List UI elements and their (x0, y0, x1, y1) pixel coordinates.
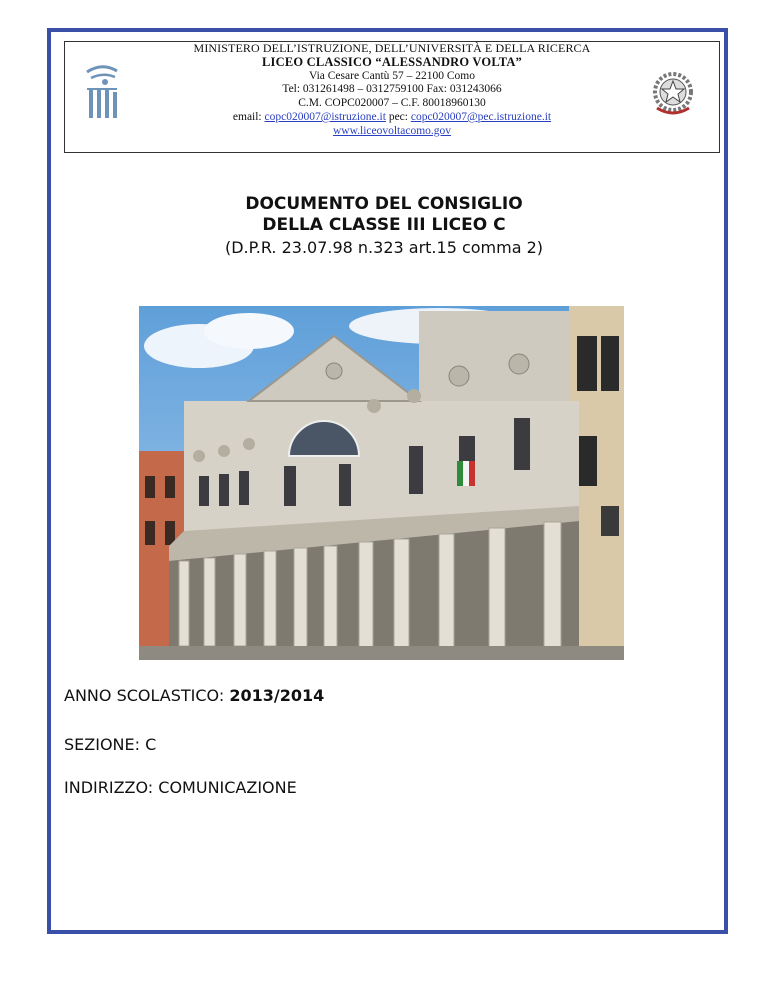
school-emails (65, 111, 719, 125)
indirizzo-row (64, 778, 297, 797)
document-title-block (0, 194, 768, 259)
indirizzo-label: INDIRIZZO: (64, 778, 154, 797)
school-name: LICEO CLASSICO “ALESSANDRO VOLTA” (261, 54, 522, 69)
sezione-row (64, 735, 156, 754)
school-phones: Tel: 031261498 – 0312759100 Fax: 031243066 (282, 83, 502, 96)
indirizzo-value: COMUNICAZIONE (158, 778, 297, 797)
document-title-line2: DELLA CLASSE III LICEO C (262, 215, 506, 235)
anno-scolastico-row (64, 686, 324, 705)
anno-scolastico-label: ANNO SCOLASTICO: (64, 686, 225, 705)
anno-scolastico-value: 2013/2014 (229, 686, 325, 705)
pec-label: pec: (388, 110, 408, 123)
website-link[interactable]: www.liceovoltacomo.gov (332, 124, 452, 137)
school-codes: C.M. COPC020007 – C.F. 80018960130 (298, 97, 486, 110)
republic-emblem-icon (647, 68, 699, 120)
ministry-name: MINISTERO DELL’ISTRUZIONE, DELL’UNIVERSITÀ E DELLA RICERCA (193, 41, 591, 55)
letterhead (64, 41, 720, 153)
document-title-line1: DOCUMENTO DEL CONSIGLIO (245, 194, 523, 214)
school-address: Via Cesare Cantù 57 – 22100 Como (308, 69, 476, 82)
email-link[interactable]: copc020007@istruzione.it (264, 110, 386, 123)
sezione-label: SEZIONE: (64, 735, 141, 754)
sezione-value: C (145, 735, 157, 754)
school-building-photo (139, 306, 624, 660)
document-subtitle: (D.P.R. 23.07.98 n.323 art.15 comma 2) (224, 238, 544, 257)
website-line (65, 125, 719, 139)
email-label: email: (232, 110, 262, 123)
pec-link[interactable]: copc020007@pec.istruzione.it (410, 110, 552, 123)
